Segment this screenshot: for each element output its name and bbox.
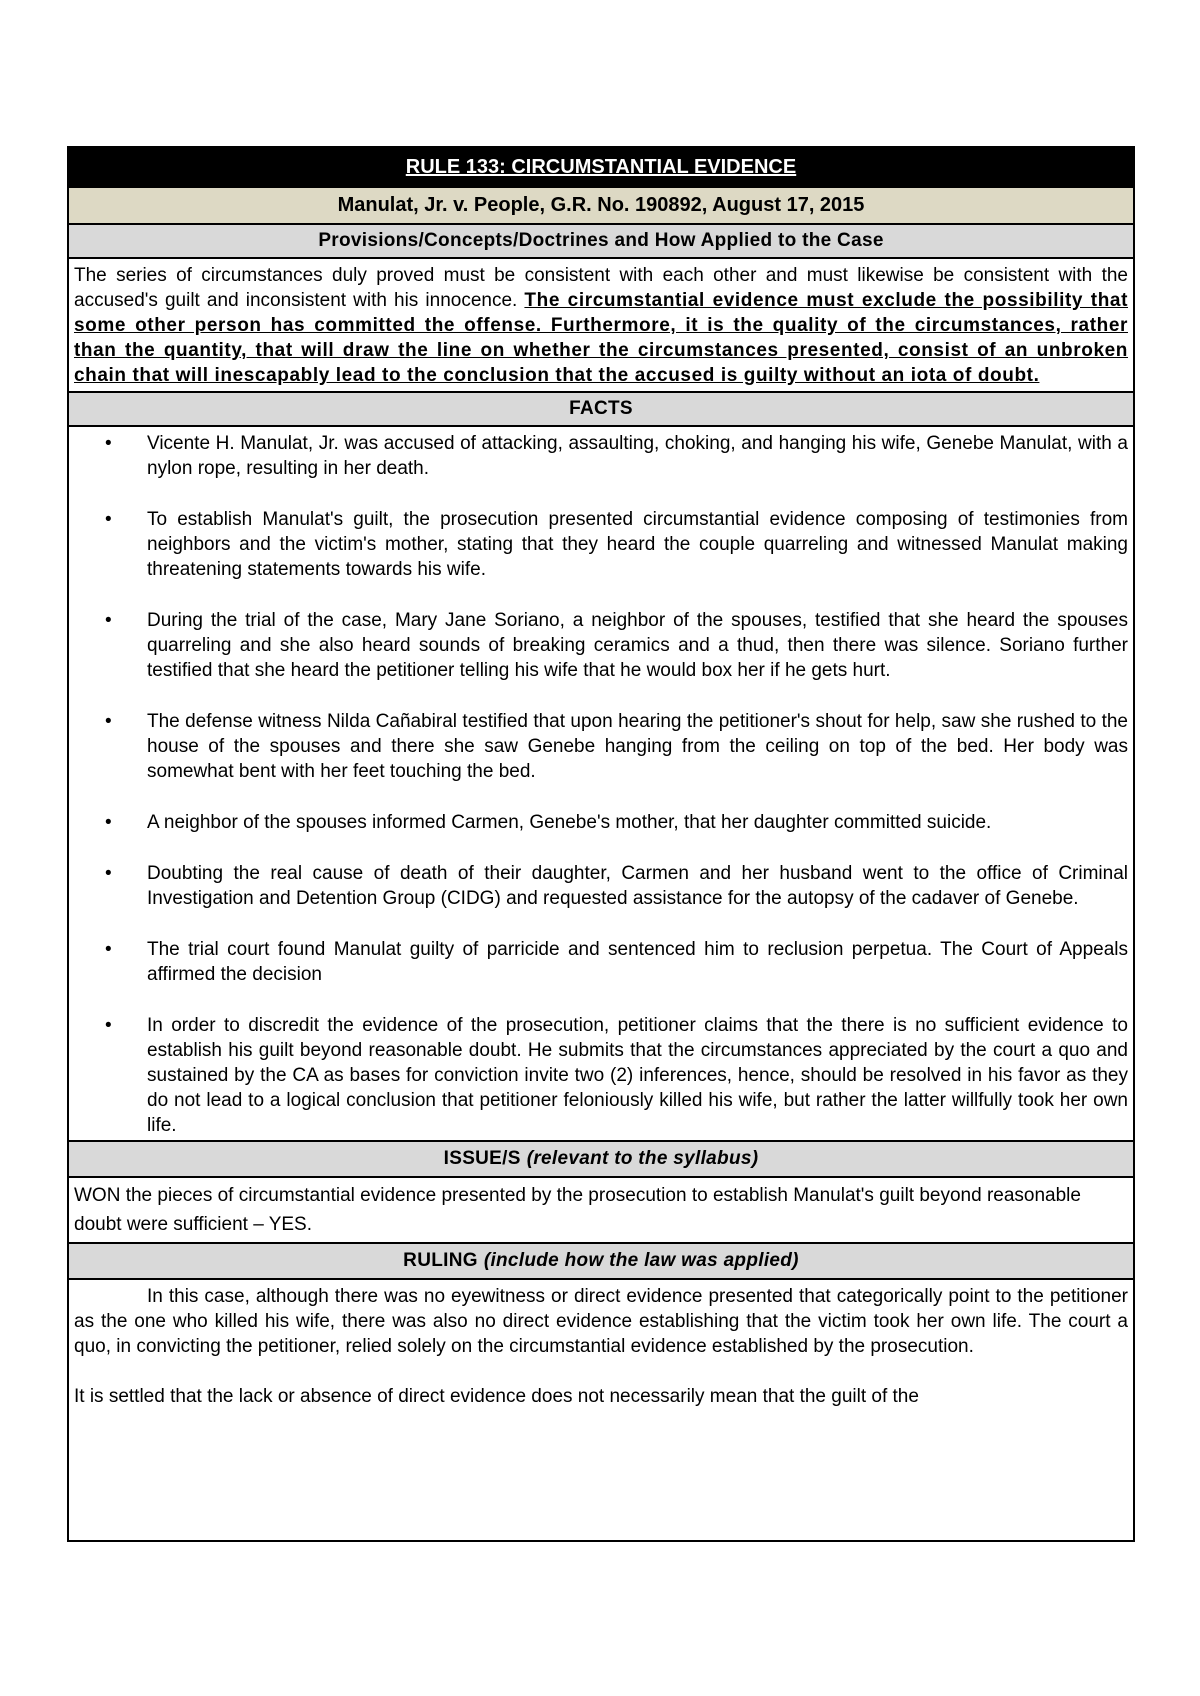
fact-text: Doubting the real cause of death of their daughter, Carmen and her husband went to the office of Criminal Investigation and Detention Group (CIDG) and requested assistance for the autopsy of the cadaver of Genebe. xyxy=(147,863,1128,909)
ruling-header-label: RULING xyxy=(403,1250,478,1271)
bullet-icon: • xyxy=(105,863,112,884)
case-digest-table xyxy=(67,146,1135,1542)
facts-list xyxy=(69,427,1133,1140)
ruling-header-note: (include how the law was applied) xyxy=(483,1250,799,1271)
facts-header: FACTS xyxy=(69,393,1133,427)
ruling-paragraph: In this case, although there was no eyewitness or direct evidence presented that categorically point to the petitioner as the one who killed his wife, there was also no direct evidence establishing that the victim took her own life. The court a quo, in convicting the petitioner, relied solely on the circumstantial evidence established by the prosecution. xyxy=(74,1286,1128,1357)
bullet-icon: • xyxy=(105,433,112,454)
ruling-paragraph: It is settled that the lack or absence of direct evidence does not necessarily mean that the guilt of the xyxy=(74,1386,919,1407)
bullet-icon: • xyxy=(105,610,112,631)
fact-text: To establish Manulat's guilt, the prosecution presented circumstantial evidence composing of testimonies from neighbors and the victim's mother, stating that they heard the couple quarreling and witnessed Manulat making threatening statements towards his wife. xyxy=(147,509,1128,580)
fact-text: Vicente H. Manulat, Jr. was accused of attacking, assaulting, choking, and hanging his wife, Genebe Manulat, with a nylon rope, resulting in her death. xyxy=(147,433,1128,479)
bullet-icon: • xyxy=(105,1015,112,1036)
fact-item xyxy=(69,937,1128,987)
fact-text: In order to discredit the evidence of the prosecution, petitioner claims that the there is no sufficient evidence to establish his guilt beyond reasonable doubt. He submits that the circumstances appreciated by the court a quo and sustained by the CA as bases for conviction invite two (2) inferences, hence, should be resolved in his favor as they do not lead to a logical conclusion that petitioner feloniously killed his wife, but rather the latter willfully took her own life. xyxy=(147,1015,1128,1136)
facts-section xyxy=(69,427,1133,1142)
provisions-text-plain: The series of circumstances duly proved must be consistent with each other and must likewise be consistent with the accused's guilt and inconsistent with his innocence. xyxy=(74,265,1128,311)
bullet-icon: • xyxy=(105,812,112,833)
fact-item xyxy=(69,1013,1128,1138)
ruling-section xyxy=(69,1280,1133,1409)
fact-text: During the trial of the case, Mary Jane Soriano, a neighbor of the spouses, testified that she heard the spouses quarreling and she also heard sounds of breaking ceramics and a thud, then there was silence. Soriano further testified that she heard the petitioner telling his wife that he would box her if he gets hurt. xyxy=(147,610,1128,681)
bullet-icon: • xyxy=(105,711,112,732)
ruling-header xyxy=(69,1244,1133,1280)
bullet-icon: • xyxy=(105,939,112,960)
rule-title: RULE 133: CIRCUMSTANTIAL EVIDENCE xyxy=(69,148,1133,188)
fact-item xyxy=(69,709,1128,784)
provisions-text xyxy=(69,259,1133,393)
fact-item xyxy=(69,861,1128,911)
provisions-text-emphasis: The circumstantial evidence must exclude the possibility that some other person has committed the offense. Furthermore, it is the quality of the circumstances, rather than the quantity, that will draw the line on whether the circumstances presented, consist of an unbroken chain that will inescapably lead to the conclusion that the accused is guilty without an iota of doubt. xyxy=(74,290,1129,386)
provisions-header: Provisions/Concepts/Doctrines and How Applied to the Case xyxy=(69,225,1133,259)
issue-text: WON the pieces of circumstantial evidence presented by the prosecution to establish Manulat's guilt beyond reasonable doubt were sufficient – YES. xyxy=(69,1178,1133,1244)
issues-header-label: ISSUE/S xyxy=(443,1148,521,1169)
issues-header xyxy=(69,1142,1133,1178)
fact-text: The defense witness Nilda Cañabiral testified that upon hearing the petitioner's shout for help, saw she rushed to the house of the spouses and there she saw Genebe hanging from the ceiling on top of the bed. Her body was somewhat bent with her feet touching the bed. xyxy=(147,711,1128,782)
fact-text: The trial court found Manulat guilty of parricide and sentenced him to reclusion perpetua. The Court of Appeals affirmed the decision xyxy=(147,939,1128,985)
fact-item xyxy=(69,810,1128,835)
fact-item xyxy=(69,507,1128,582)
case-title: Manulat, Jr. v. People, G.R. No. 190892, August 17, 2015 xyxy=(69,188,1133,225)
fact-item xyxy=(69,608,1128,683)
fact-item xyxy=(69,431,1128,481)
fact-text: A neighbor of the spouses informed Carmen, Genebe's mother, that her daughter committed suicide. xyxy=(147,812,992,833)
bullet-icon: • xyxy=(105,509,112,530)
issues-header-note: (relevant to the syllabus) xyxy=(526,1148,759,1169)
